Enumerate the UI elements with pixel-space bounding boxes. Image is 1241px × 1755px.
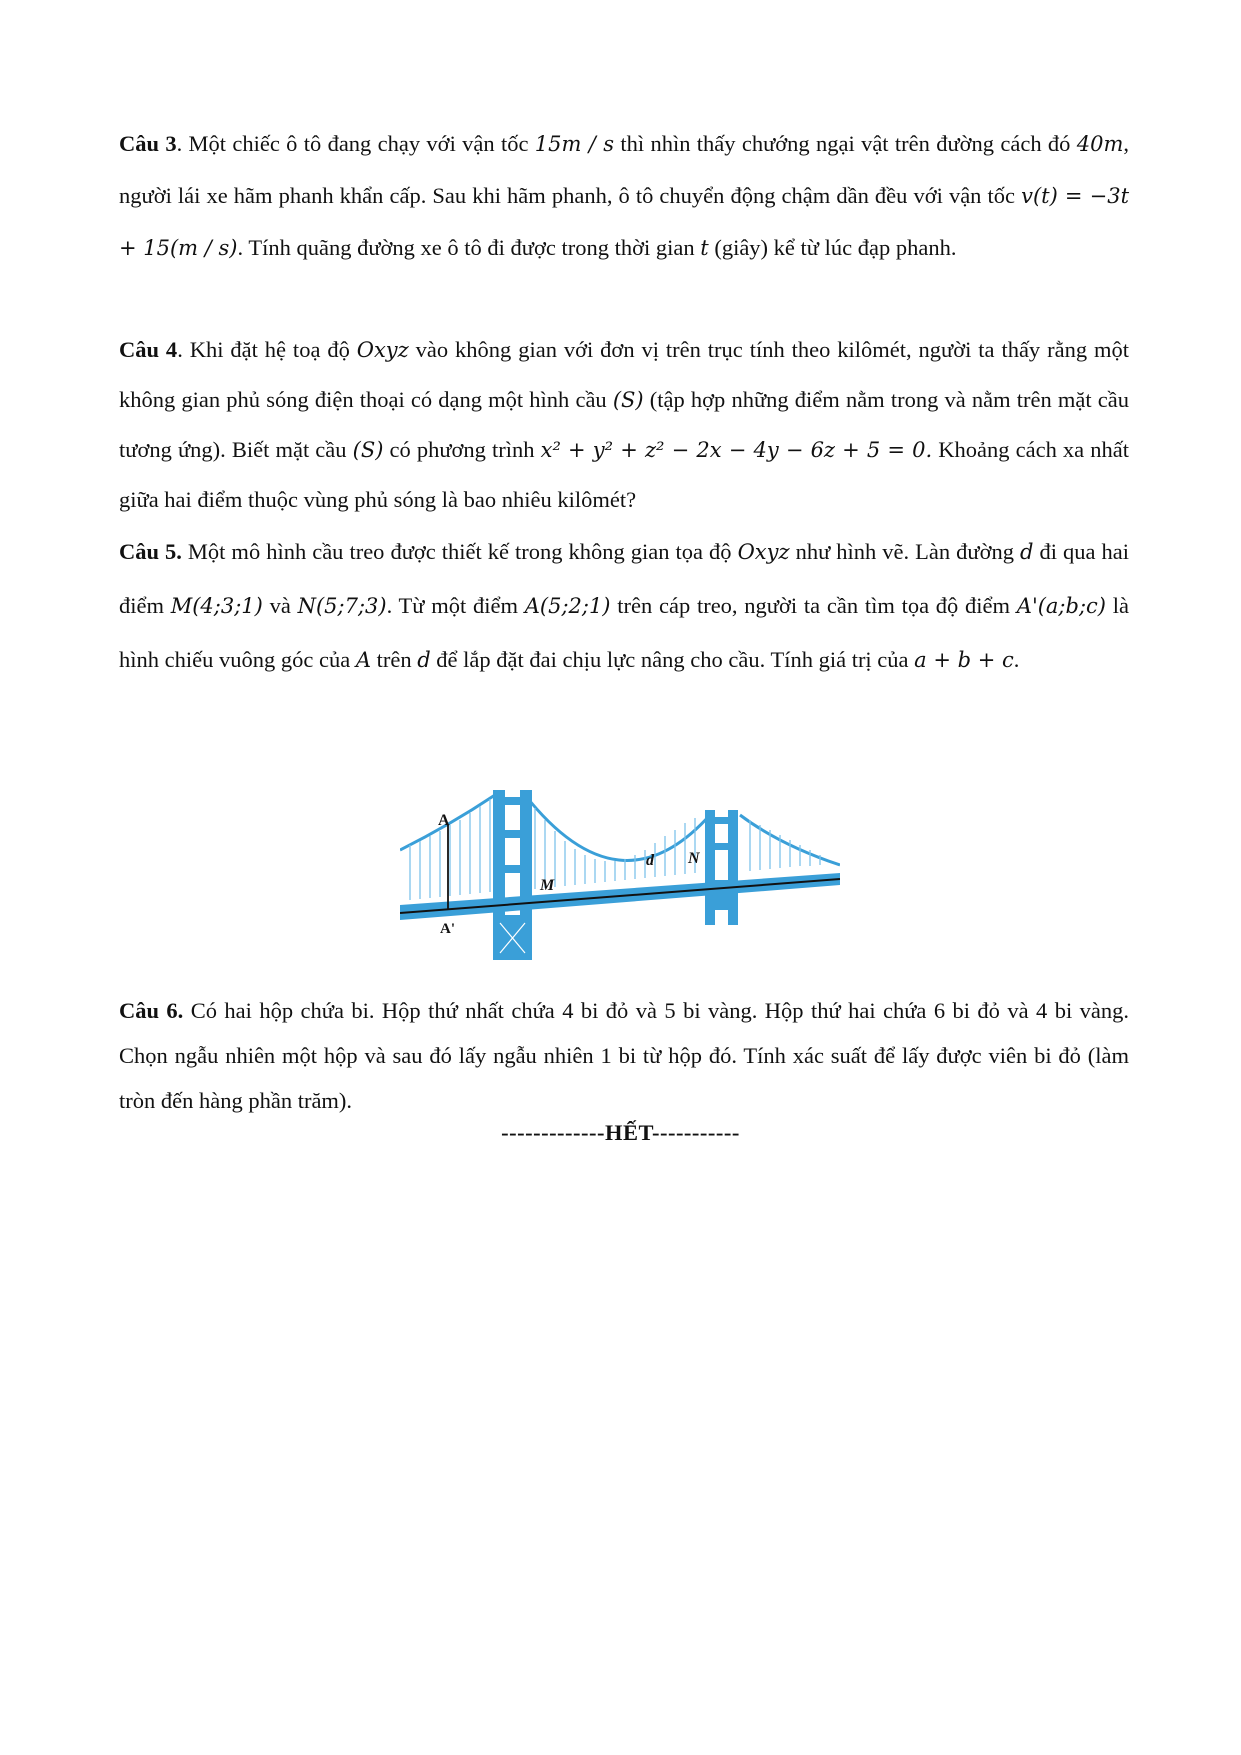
math-t: t xyxy=(700,236,709,260)
math-point-m: M(4;3;1) xyxy=(170,594,263,618)
question-6-text: Có hai hộp chứa bi. Hộp thứ nhất chứa 4 bi đỏ và 5 bi vàng. Hộp thứ hai chứa 6 bi đỏ và 4 bi vàng. Chọn ngẫu nhiên một hộp và sau đó lấy ngẫu nhiên 1 bi từ hộp đó. Tính xác suất để lấy được viên bi đỏ (làm tròn đến hàng phần trăm). xyxy=(119,998,1129,1113)
question-5-text: như hình vẽ. Làn đường xyxy=(789,539,1021,564)
question-4-label: Câu 4 xyxy=(119,337,178,362)
question-6 xyxy=(119,988,1129,1123)
math-sum: a + b + c xyxy=(914,648,1014,672)
question-5-text: và xyxy=(262,593,298,618)
math-sphere-s: (S) xyxy=(352,438,384,462)
question-5-text: trên cáp treo, người ta cần tìm tọa độ điểm xyxy=(610,593,1017,618)
label-a-prime: A' xyxy=(440,921,455,937)
question-6-label: Câu 6. xyxy=(119,998,184,1023)
question-3-text: . Tính quãng đường xe ô tô đi được trong thời gian xyxy=(237,235,701,260)
label-m: M xyxy=(540,877,555,894)
math-line-d: d xyxy=(1020,540,1034,564)
question-3-label: Câu 3 xyxy=(119,131,177,156)
question-4-text: . Khi đặt hệ toạ độ xyxy=(177,337,357,362)
question-3-text: . Một chiếc ô tô đang chạy với vận tốc xyxy=(176,131,535,156)
math-oxyz: Oxyz xyxy=(356,338,409,362)
question-5 xyxy=(119,525,1129,687)
question-5-text: Một mô hình cầu treo được thiết kế trong không gian tọa độ xyxy=(181,539,738,564)
question-4 xyxy=(119,325,1129,524)
math-speed: 15m / s xyxy=(534,132,615,156)
math-oxyz: Oxyz xyxy=(737,540,790,564)
question-5-text: trên xyxy=(370,647,418,672)
math-a: A xyxy=(355,648,371,672)
end-marker: -------------HẾT----------- xyxy=(501,1120,740,1145)
question-3-text: (giây) kể từ lúc đạp phanh. xyxy=(708,235,957,260)
question-5-label: Câu 5. xyxy=(119,539,182,564)
question-3-text: , người lái xe hãm phanh khẩn cấp. Sau khi hãm phanh, ô tô chuyển động chậm dần đều với vận tốc xyxy=(119,131,1129,208)
math-velocity-formula: v(t) = −3t + 15(m / s) xyxy=(119,184,1130,260)
question-4-text: (tập hợp những điểm nằm trong và nằm trên mặt cầu tương ứng). Biết mặt cầu xyxy=(119,387,1130,462)
math-point-a: A(5;2;1) xyxy=(524,594,611,618)
suspension-bridge-figure xyxy=(400,785,840,970)
question-3 xyxy=(119,118,1129,274)
question-5-text: . Từ một điểm xyxy=(386,593,525,618)
question-5-text: là hình chiếu vuông góc của xyxy=(119,593,1129,672)
label-n: N xyxy=(688,850,700,867)
question-4-text: vào không gian với đơn vị trên trục tính theo kilômét, người ta thấy rằng một không gian phủ sóng điện thoại có dạng một hình cầu xyxy=(119,337,1129,412)
math-distance: 40m xyxy=(1076,132,1124,156)
math-sphere-s: (S) xyxy=(612,388,644,412)
question-3-text: thì nhìn thấy chướng ngại vật trên đường cách đó xyxy=(614,131,1077,156)
label-a: A xyxy=(438,812,450,829)
question-5-text: để lắp đặt đai chịu lực nâng cho cầu. Tính giá trị của xyxy=(430,647,915,672)
math-point-n: N(5;7;3) xyxy=(297,594,387,618)
math-sphere-equation: x² + y² + z² − 2x − 4y − 6z + 5 = 0. xyxy=(540,438,933,462)
math-point-a-prime: A'(a;b;c) xyxy=(1016,594,1106,618)
math-line-d: d xyxy=(417,648,431,672)
question-5-text: . xyxy=(1013,647,1020,672)
question-5-text: đi qua hai điểm xyxy=(119,539,1129,618)
question-4-text: Khoảng cách xa nhất giữa hai điểm thuộc vùng phủ sóng là bao nhiêu kilômét? xyxy=(119,437,1130,512)
label-d: d xyxy=(646,852,654,869)
question-4-text: có phương trình xyxy=(383,437,541,462)
